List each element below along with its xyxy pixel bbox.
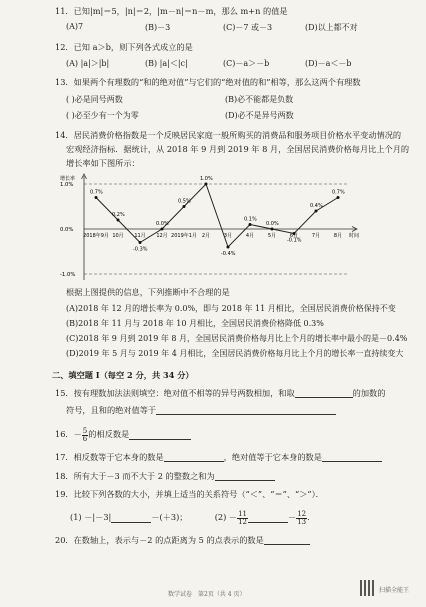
q19-p2-mid: － bbox=[288, 512, 297, 522]
q13-option-a: ( )必是同号两数 bbox=[66, 95, 123, 104]
section2-title: 二、填空题 I（每空 2 分，共 34 分） bbox=[52, 370, 194, 380]
x-tick-label: 6月 bbox=[289, 233, 299, 239]
q19-p1-right: －(＋3)； bbox=[151, 512, 188, 522]
q15-line1 bbox=[55, 388, 385, 398]
q14-option-d: (D)2019 年 5 月与 2019 年 4 月相比，全国居民消费价格每月比上个月的增长率一直持续变大 bbox=[66, 349, 404, 358]
q19-fraction-1-denominator: 12 bbox=[238, 517, 248, 526]
q12-option-c: (C)－a＞－b bbox=[223, 59, 270, 68]
q11-option-b: (B)－3 bbox=[145, 23, 171, 32]
y-axis-label: 增长率 bbox=[60, 176, 76, 182]
q19-p1-left: (1) －|－3| bbox=[70, 512, 112, 522]
q15-blank-1[interactable] bbox=[295, 389, 353, 398]
data-point bbox=[315, 210, 318, 213]
q19-fraction-1-numerator: 11 bbox=[238, 509, 248, 518]
q17-blank-1[interactable] bbox=[164, 453, 224, 462]
x-tick-label: 8月 bbox=[333, 233, 343, 239]
q11-option-a: (A)7 bbox=[66, 22, 84, 31]
q16-blank[interactable] bbox=[129, 431, 191, 440]
q14-option-c: (C)2018 年 9 月到 2019 年 8 月，全国居民消费价格每月比上个月的增长率中最小的是－0.4% bbox=[66, 334, 408, 343]
q17-blank-2[interactable] bbox=[322, 453, 382, 462]
q19-blank-2[interactable] bbox=[248, 514, 288, 523]
q14-option-b: (B)2018 年 11 月与 2018 年 10 月相比，全国居民消费价格降低 0.3% bbox=[66, 319, 324, 328]
data-label: 1.0% bbox=[200, 176, 213, 182]
q15-line2 bbox=[66, 405, 336, 415]
q19-fraction-2-denominator: 13 bbox=[297, 517, 307, 526]
x-tick-label: 5月 bbox=[267, 233, 277, 239]
q16-prefix: 16．－ bbox=[55, 429, 82, 439]
page-footer: 数学试卷 第2页（共 4 页） bbox=[168, 591, 246, 598]
q16 bbox=[55, 424, 191, 444]
q19-fraction-1 bbox=[237, 511, 248, 526]
data-label: 0.2% bbox=[112, 212, 125, 218]
q15-line1-end: 的加数的 bbox=[352, 388, 386, 398]
q15-line2-text: 符号，且和的绝对值等于 bbox=[66, 405, 157, 415]
data-point bbox=[95, 196, 98, 199]
q14-option-a: (A)2018 年 12 月的增长率为 0.0%，即与 2018 年 11 月相比，全国居民消费价格保持不变 bbox=[66, 304, 396, 313]
qr-code-icon bbox=[360, 580, 376, 596]
q13-stem: 13．如果两个有理数的“和的绝对值”与它们的“绝对值的和”相等，那么这两个有理数 bbox=[55, 77, 361, 87]
x-tick-label: 2019年1月 bbox=[171, 233, 197, 239]
q17-text-b: ，绝对值等于它本身的数是 bbox=[223, 452, 322, 462]
data-point bbox=[271, 228, 274, 231]
data-label: -0.4% bbox=[221, 251, 236, 257]
q19-fraction-2-numerator: 12 bbox=[297, 509, 307, 518]
data-label: -0.1% bbox=[287, 237, 302, 244]
q12-option-b: (B) |a|＜|c| bbox=[145, 59, 188, 68]
q14-stem-line1: 14．居民消费价格指数是一个反映居民家庭一般所购买的消费品和服务项目价格水平变动情况的 bbox=[55, 130, 402, 140]
x-tick-label: 11月 bbox=[134, 233, 146, 239]
q20 bbox=[55, 535, 310, 545]
x-tick-label: 2018年9月 bbox=[83, 233, 109, 239]
data-point bbox=[139, 241, 142, 244]
scanner-watermark: 扫描全能王 bbox=[379, 587, 410, 594]
q13-option-b: (B)必不能都是负数 bbox=[225, 95, 294, 104]
data-label: 0.5% bbox=[178, 198, 191, 205]
q14-followup: 根据上图提供的信息，下列推断中不合理的是 bbox=[66, 287, 230, 297]
q12-stem: 12．已知 a＞b，则下列各式成立的是 bbox=[55, 42, 193, 52]
q12-option-d: (D)－a＜－b bbox=[305, 59, 352, 68]
q11-option-c: (C)－7 或－3 bbox=[223, 23, 273, 32]
q17-text-a: 17．相反数等于它本身的数是 bbox=[55, 452, 164, 462]
q19-blank-1[interactable] bbox=[111, 514, 151, 523]
q18 bbox=[55, 471, 275, 481]
q16-denominator: 6 bbox=[82, 434, 88, 443]
q15-blank-2[interactable] bbox=[156, 406, 336, 415]
y-tick-label: 0.0% bbox=[60, 227, 74, 233]
q18-text: 18．所有大于－3 而不大于 2 的整数之和为 bbox=[55, 471, 215, 481]
q14-stem-line3: 增长率如下图所示： bbox=[66, 158, 140, 168]
data-label: 0.7% bbox=[332, 189, 345, 196]
data-point bbox=[183, 205, 186, 208]
data-point bbox=[249, 223, 252, 226]
q19-parts bbox=[70, 507, 315, 527]
series-line bbox=[96, 184, 338, 247]
q15-line1-text: 15．按有理数加法法则填空：绝对值不相等的异号两数相加，和取 bbox=[55, 388, 295, 398]
q13-option-d: (D)必不是异号两数 bbox=[225, 111, 294, 120]
q16-numerator: 5 bbox=[82, 426, 88, 435]
data-label: 0.1% bbox=[244, 216, 257, 223]
x-tick-label: 2月 bbox=[201, 233, 211, 239]
q20-text: 20．在数轴上，表示与－2 的点距离为 5 的点表示的数是 bbox=[55, 535, 264, 545]
q17 bbox=[55, 452, 382, 462]
q12-option-a: (A) |a|＞|b| bbox=[66, 59, 110, 68]
data-point bbox=[161, 228, 164, 231]
y-tick-label: 1.0% bbox=[60, 182, 74, 188]
x-tick-label: 4月 bbox=[245, 233, 255, 239]
growth-rate-line-chart bbox=[58, 172, 368, 282]
q13-option-c: ( )必至少有一个为零 bbox=[66, 111, 139, 120]
q14-stem-line2: 宏观经济指标．据统计，从 2018 年 9 月到 2019 年 8 月，全国居民消费价格每月比上个月的 bbox=[66, 144, 410, 154]
x-tick-label: 3月 bbox=[223, 233, 233, 239]
x-tick-label: 7月 bbox=[311, 233, 321, 239]
x-tick-label: 12月 bbox=[156, 233, 168, 239]
data-point bbox=[205, 183, 208, 186]
y-tick-label: -1.0% bbox=[60, 272, 76, 278]
q11-stem: 11．已知|m|＝5，|n|＝2，|m－n|＝n－m，那么 m+n 的值是 bbox=[55, 6, 288, 16]
data-point bbox=[337, 196, 340, 199]
data-point bbox=[227, 246, 230, 249]
x-tick-label: 10月 bbox=[112, 233, 124, 239]
data-label: 0.0% bbox=[156, 221, 169, 227]
q18-blank[interactable] bbox=[215, 472, 275, 481]
q16-suffix: 的相反数是 bbox=[88, 429, 130, 439]
data-label: -0.3% bbox=[133, 246, 148, 253]
data-label: 0.0% bbox=[266, 221, 279, 227]
q20-blank[interactable] bbox=[264, 536, 310, 545]
q19-fraction-2 bbox=[296, 511, 307, 526]
q19-p2-left: (2) － bbox=[214, 512, 238, 522]
q11-option-d: (D)以上都不对 bbox=[305, 23, 358, 32]
x-axis-label: 时间 bbox=[349, 233, 360, 239]
data-point bbox=[117, 219, 120, 222]
q19-p2-end: ． bbox=[307, 512, 316, 522]
data-label: 0.4% bbox=[310, 203, 323, 209]
data-label: 0.7% bbox=[90, 189, 103, 196]
q19-stem: 19．比较下列各数的大小，并填上适当的关系符号（“＜”、“＝”、“＞”）． bbox=[55, 489, 324, 499]
